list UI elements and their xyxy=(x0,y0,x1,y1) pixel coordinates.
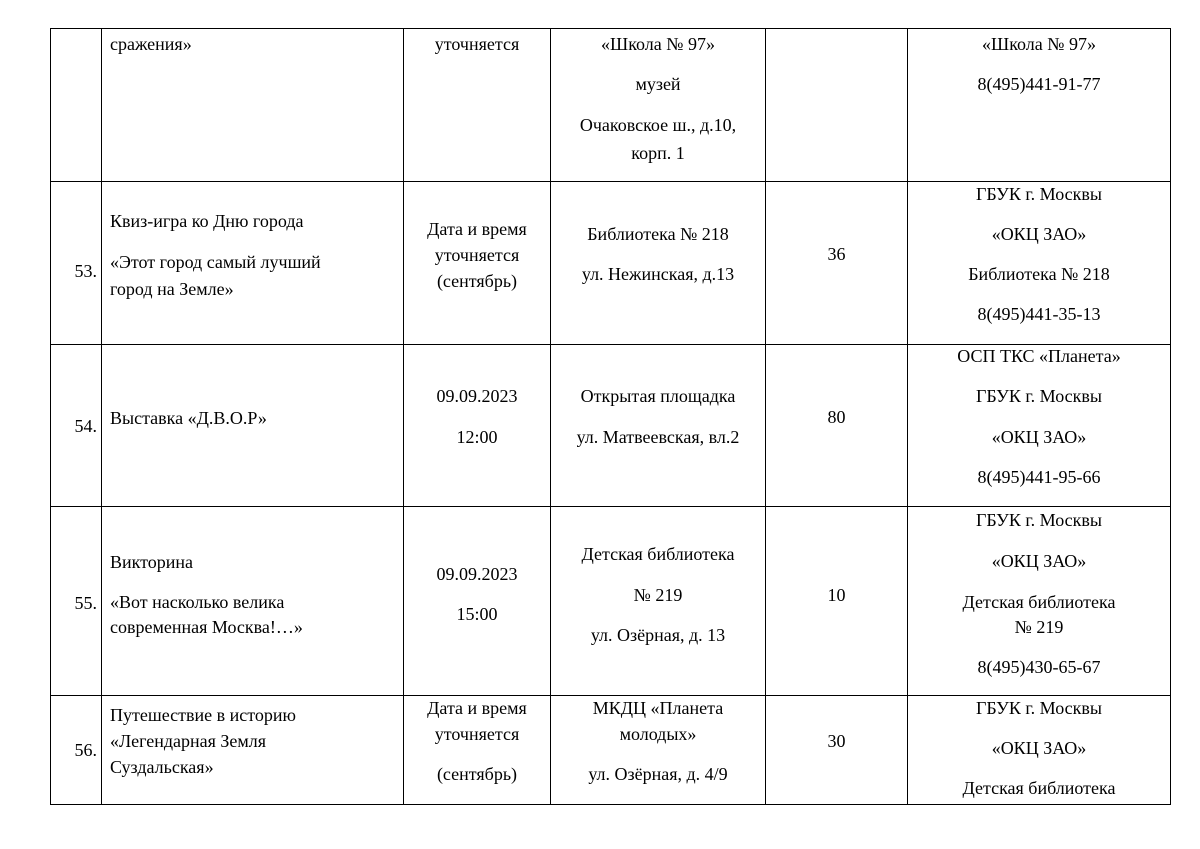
place-line: молодых» xyxy=(619,724,697,744)
event-name-line: Квиз-игра ко Дню города xyxy=(110,211,304,231)
event-name-line: город на Земле» xyxy=(110,279,234,299)
event-name-line: «Легендарная Земля xyxy=(110,731,267,751)
date-cell xyxy=(404,507,551,696)
row-number-cell xyxy=(51,345,102,507)
place-line: № 219 xyxy=(633,585,683,605)
place-cell xyxy=(551,29,766,182)
date-line: 09.09.2023 xyxy=(436,564,518,584)
organizer-line: 8(495)441-91-77 xyxy=(977,74,1101,94)
event-name-line: «Этот город самый лучший xyxy=(110,252,321,272)
row-number-cell xyxy=(51,29,102,182)
organizer-line: «Школа № 97» xyxy=(982,34,1096,54)
organizer-line: ГБУК г. Москвы xyxy=(975,184,1103,204)
event-name-cell xyxy=(102,345,404,507)
organizer-cell xyxy=(908,696,1171,805)
participants-count: 30 xyxy=(827,731,846,751)
date-line: 12:00 xyxy=(456,427,498,447)
organizer-line: ОСП ТКС «Планета» xyxy=(957,346,1121,366)
place-line: Очаковское ш., д.10, xyxy=(579,115,737,135)
table-row xyxy=(51,29,1171,182)
organizer-line: «ОКЦ ЗАО» xyxy=(991,551,1087,571)
organizer-line: Детская библиотека xyxy=(962,592,1116,612)
organizer-cell xyxy=(908,29,1171,182)
event-name-line: современная Москва!…» xyxy=(110,617,303,637)
date-cell xyxy=(404,345,551,507)
place-cell xyxy=(551,345,766,507)
place-line: ул. Нежинская, д.13 xyxy=(581,264,735,284)
place-line: ул. Озёрная, д. 13 xyxy=(590,625,726,645)
event-name-line: Викторина xyxy=(110,552,194,572)
place-cell xyxy=(551,507,766,696)
participants-cell xyxy=(766,29,908,182)
date-cell xyxy=(404,696,551,805)
row-number-cell xyxy=(51,182,102,345)
row-number-cell xyxy=(51,507,102,696)
date-line: 09.09.2023 xyxy=(436,386,518,406)
participants-count: 10 xyxy=(827,585,846,605)
organizer-line: 8(495)430-65-67 xyxy=(977,657,1101,677)
place-line: ул. Матвеевская, вл.2 xyxy=(576,427,740,447)
organizer-line: ГБУК г. Москвы xyxy=(975,698,1103,718)
organizer-line: ГБУК г. Москвы xyxy=(975,386,1103,406)
organizer-line: «ОКЦ ЗАО» xyxy=(991,738,1087,758)
place-cell xyxy=(551,182,766,345)
event-name-line: сражения» xyxy=(110,34,192,54)
row-number: 55. xyxy=(74,593,97,613)
organizer-line: № 219 xyxy=(1014,617,1064,637)
event-name-cell xyxy=(102,507,404,696)
organizer-line: Библиотека № 218 xyxy=(968,264,1110,284)
participants-count: 80 xyxy=(827,407,846,427)
date-line: Дата и время xyxy=(427,219,527,239)
event-name-line: «Вот насколько велика xyxy=(110,592,285,612)
event-name-cell xyxy=(102,696,404,805)
date-line: 15:00 xyxy=(456,604,498,624)
organizer-line: «ОКЦ ЗАО» xyxy=(991,427,1087,447)
organizer-cell xyxy=(908,182,1171,345)
row-number: 54. xyxy=(74,416,97,436)
table-row xyxy=(51,345,1171,507)
place-line: Открытая площадка xyxy=(580,386,736,406)
row-number-cell xyxy=(51,696,102,805)
date-line: уточняется xyxy=(434,245,520,265)
table-row xyxy=(51,507,1171,696)
place-line: МКДЦ «Планета xyxy=(592,698,724,718)
organizer-line: ГБУК г. Москвы xyxy=(975,510,1103,530)
place-line: корп. 1 xyxy=(631,143,685,163)
organizer-line: «ОКЦ ЗАО» xyxy=(991,224,1087,244)
organizer-cell xyxy=(908,507,1171,696)
date-cell xyxy=(404,182,551,345)
place-line: Детская библиотека xyxy=(581,544,735,564)
date-line: Дата и время xyxy=(427,698,527,718)
place-line: ул. Озёрная, д. 4/9 xyxy=(588,764,728,784)
participants-cell xyxy=(766,696,908,805)
place-line: музей xyxy=(635,74,681,94)
event-name-line: Выставка «Д.В.О.Р» xyxy=(110,408,267,428)
row-number: 53. xyxy=(74,261,97,281)
event-name-line: Путешествие в историю xyxy=(110,705,296,725)
date-line: (сентябрь) xyxy=(436,764,518,784)
place-cell xyxy=(551,696,766,805)
event-name-cell xyxy=(102,182,404,345)
participants-cell xyxy=(766,345,908,507)
organizer-line: 8(495)441-35-13 xyxy=(977,304,1101,324)
event-name-line: Суздальская» xyxy=(110,757,214,777)
event-name-cell xyxy=(102,29,404,182)
date-line: уточняется xyxy=(434,34,520,54)
table-row xyxy=(51,182,1171,345)
date-line: (сентябрь) xyxy=(436,271,518,291)
place-line: Библиотека № 218 xyxy=(587,224,729,244)
organizer-cell xyxy=(908,345,1171,507)
participants-cell xyxy=(766,507,908,696)
participants-cell xyxy=(766,182,908,345)
organizer-line: 8(495)441-95-66 xyxy=(977,467,1101,487)
events-table xyxy=(50,28,1171,805)
participants-count: 36 xyxy=(827,244,846,264)
organizer-line: Детская библиотека xyxy=(962,778,1116,798)
table-row xyxy=(51,696,1171,805)
place-line: «Школа № 97» xyxy=(601,34,715,54)
date-line: уточняется xyxy=(434,724,520,744)
date-cell xyxy=(404,29,551,182)
row-number: 56. xyxy=(74,740,97,760)
